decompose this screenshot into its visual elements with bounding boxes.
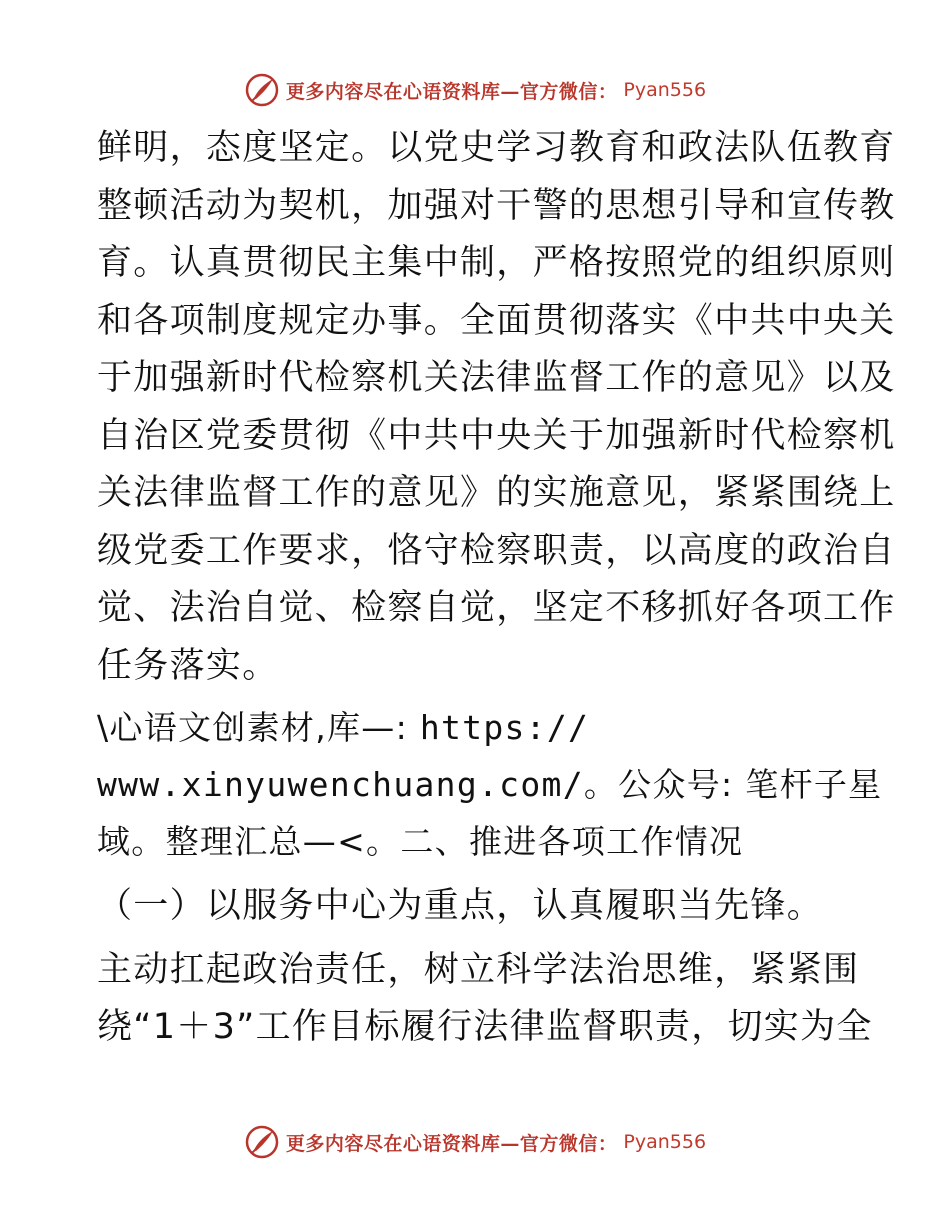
text-line: 关法律监督工作的意见》的实施意见，紧紧围绕上 xyxy=(97,473,896,513)
text-line: 自治区党委贯彻《中共中央关于加强新时代检察机 xyxy=(97,415,896,456)
text-line: 绕“1＋3”工作目标履行法律监督职责，切实为全 xyxy=(97,1007,873,1047)
text-line: 鲜明，态度坚定。以党史学习教育和政法队伍教育 xyxy=(97,128,896,168)
watermark-url-part-2: www.xinyuwenchuang.com/ xyxy=(97,765,584,804)
paragraph-1 xyxy=(97,120,896,695)
text-line: 任务落实。 xyxy=(97,645,279,686)
text-line: 整顿活动为契机，加强对干警的思想引导和宣传教 xyxy=(97,185,896,226)
paragraph-2 xyxy=(97,942,873,1057)
banner-text: 更多内容尽在心语资料库—官方微信： xyxy=(285,1132,618,1155)
text-line: 主动扛起政治责任，树立科学法治思维，紧紧围 xyxy=(97,949,860,990)
watermark-line-1 xyxy=(97,699,857,756)
header-banner xyxy=(0,70,950,110)
text-line: 级党委工作要求，恪守检察职责，以高度的政治自 xyxy=(97,530,896,571)
watermark-prefix: \心语文创素材,库—: xyxy=(97,708,420,747)
banner-contact: Pyan556 xyxy=(623,1131,707,1153)
watermark-line-3: 域。整理汇总—<。二、推进各项工作情况 xyxy=(97,822,744,861)
text-line: 和各项制度规定办事。全面贯彻落实《中共中央关 xyxy=(97,300,896,341)
quill-logo-icon xyxy=(244,1124,280,1160)
watermark-suffix: 。公众号: 笔杆子星 xyxy=(583,765,883,804)
section-heading: （一）以服务中心为重点，认真履职当先锋。 xyxy=(97,886,824,926)
document-body xyxy=(97,120,896,1057)
watermark-line-2 xyxy=(97,756,883,813)
banner-text: 更多内容尽在心语资料库—官方微信： xyxy=(285,80,618,103)
text-line: 育。认真贯彻民主集中制，严格按照党的组织原则 xyxy=(97,243,896,283)
watermark-url-part-1: https:// xyxy=(419,708,590,747)
banner-contact: Pyan556 xyxy=(623,79,707,101)
watermark-block xyxy=(97,699,883,870)
text-line: 于加强新时代检察机关法律监督工作的意见》以及 xyxy=(97,358,896,398)
footer-banner xyxy=(0,1122,950,1162)
quill-logo-icon xyxy=(244,72,280,108)
text-line: 觉、法治自觉、检察自觉，坚定不移抓好各项工作 xyxy=(97,588,896,628)
